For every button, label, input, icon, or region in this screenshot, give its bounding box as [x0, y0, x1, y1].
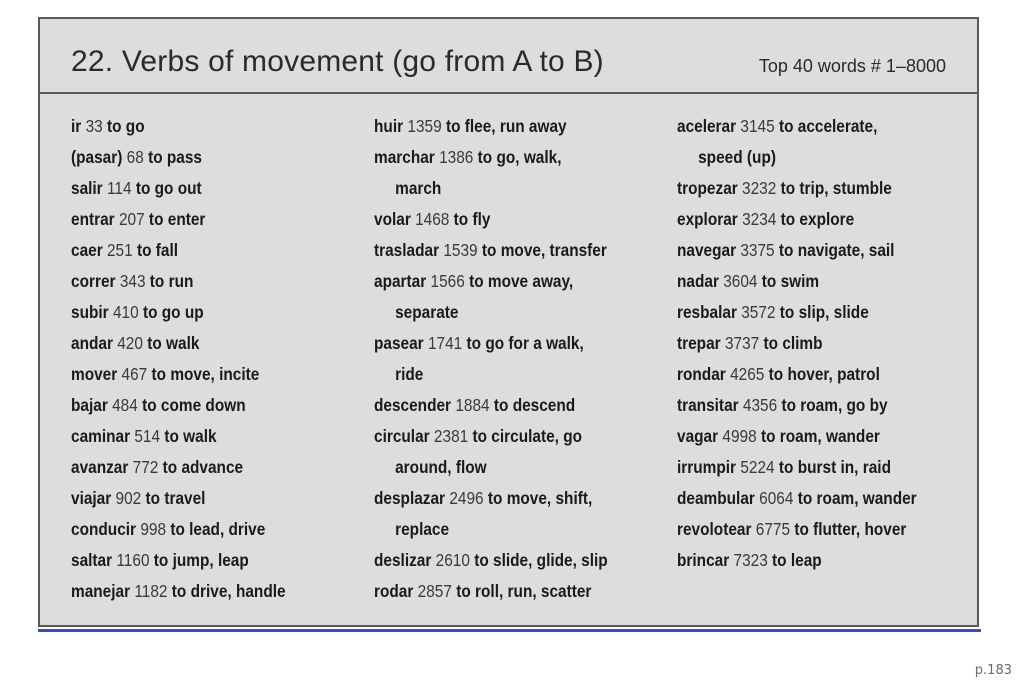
frequency-rank: 4356: [742, 395, 778, 415]
frequency-rank: 68: [126, 147, 144, 167]
english-gloss-continuation: separate: [395, 302, 459, 322]
vocab-entry: [374, 545, 638, 576]
spanish-word: rondar: [677, 364, 726, 384]
vocab-entry: [71, 390, 335, 421]
vocab-entry: [677, 390, 941, 421]
frequency-rank: 1539: [443, 240, 478, 260]
word-column-1: [71, 111, 371, 607]
english-gloss: to come down: [142, 395, 246, 415]
frequency-rank: 1386: [439, 147, 474, 167]
english-gloss: to lead, drive: [170, 519, 266, 539]
english-gloss: to move away,: [469, 271, 574, 291]
english-gloss: to walk: [147, 333, 200, 353]
vocab-entry: [71, 142, 335, 173]
page-subtitle: Top 40 words # 1–8000: [758, 56, 946, 76]
spanish-word: rodar: [374, 581, 414, 601]
vocab-entry: [677, 359, 941, 390]
english-gloss: to roam, go by: [781, 395, 888, 415]
english-gloss: to roam, wander: [797, 488, 917, 508]
vocab-entry: [71, 328, 335, 359]
spanish-word: circular: [374, 426, 430, 446]
english-gloss: to flutter, hover: [794, 519, 907, 539]
frequency-rank: 2857: [417, 581, 452, 601]
vocab-entry: [374, 328, 638, 359]
english-gloss-continuation: speed (up): [698, 147, 776, 167]
english-gloss: to burst in, raid: [778, 457, 891, 477]
english-gloss-continuation: march: [395, 178, 442, 198]
entry-continuation: [374, 297, 638, 328]
spanish-word: manejar: [71, 581, 131, 601]
english-gloss: to slip, slide: [779, 302, 869, 322]
spanish-word: subir: [71, 302, 109, 322]
vocab-entry: [677, 266, 941, 297]
frequency-rank: 2610: [435, 550, 470, 570]
entry-continuation: [374, 173, 638, 204]
english-gloss: to go for a walk,: [466, 333, 584, 353]
spanish-word: caminar: [71, 426, 131, 446]
spanish-word: transitar: [677, 395, 739, 415]
spanish-word: andar: [71, 333, 113, 353]
word-column-3: [677, 111, 977, 576]
spanish-word: revolotear: [677, 519, 752, 539]
english-gloss: to hover, patrol: [768, 364, 880, 384]
frequency-rank: 1884: [455, 395, 490, 415]
vocab-entry: [71, 514, 335, 545]
spanish-word: deambular: [677, 488, 755, 508]
english-gloss: to fly: [453, 209, 491, 229]
frequency-rank: 3604: [723, 271, 758, 291]
frequency-rank: 3145: [740, 116, 775, 136]
spanish-word: huir: [374, 116, 404, 136]
spanish-word: conducir: [71, 519, 137, 539]
english-gloss: to swim: [761, 271, 820, 291]
spanish-word: salir: [71, 178, 103, 198]
spanish-word: saltar: [71, 550, 113, 570]
frequency-rank: 7323: [733, 550, 768, 570]
vocab-entry: [374, 235, 638, 266]
vocab-entry: [677, 328, 941, 359]
vocab-entry: [677, 514, 941, 545]
english-gloss-continuation: ride: [395, 364, 424, 384]
english-gloss: to circulate, go: [472, 426, 583, 446]
frequency-rank: 343: [119, 271, 146, 291]
entry-continuation: [374, 452, 638, 483]
english-gloss: to roam, wander: [760, 426, 880, 446]
english-gloss: to move, transfer: [481, 240, 607, 260]
spanish-word: deslizar: [374, 550, 432, 570]
frequency-rank: 4998: [722, 426, 757, 446]
spanish-word: vagar: [677, 426, 719, 446]
vocabulary-panel: [38, 17, 979, 627]
spanish-word: resbalar: [677, 302, 737, 322]
frequency-rank: 6775: [755, 519, 791, 539]
frequency-rank: 902: [115, 488, 142, 508]
english-gloss: to go up: [142, 302, 204, 322]
page-title: 22. Verbs of movement (go from A to B): [71, 45, 604, 78]
english-gloss: to pass: [148, 147, 202, 167]
panel-header: [40, 19, 977, 94]
spanish-word: volar: [374, 209, 411, 229]
spanish-word: desplazar: [374, 488, 446, 508]
frequency-rank: 998: [140, 519, 167, 539]
spanish-word: avanzar: [71, 457, 129, 477]
frequency-rank: 420: [117, 333, 143, 353]
spanish-word: acelerar: [677, 116, 737, 136]
frequency-rank: 6064: [759, 488, 794, 508]
frequency-rank: 1741: [427, 333, 463, 353]
frequency-rank: 3375: [740, 240, 775, 260]
frequency-rank: 1566: [430, 271, 465, 291]
frequency-rank: 1359: [407, 116, 442, 136]
spanish-word: explorar: [677, 209, 738, 229]
spanish-word: viajar: [71, 488, 112, 508]
english-gloss-continuation: replace: [395, 519, 450, 539]
frequency-rank: 114: [106, 178, 132, 198]
vocab-entry: [71, 452, 335, 483]
english-gloss: to go, walk,: [477, 147, 562, 167]
vocab-entry: [677, 111, 941, 142]
english-gloss: to roll, run, scatter: [456, 581, 592, 601]
vocab-entry: [677, 173, 941, 204]
spanish-word: (pasar): [71, 147, 123, 167]
spanish-word: trasladar: [374, 240, 440, 260]
english-gloss: to navigate, sail: [778, 240, 895, 260]
spanish-word: brincar: [677, 550, 730, 570]
frequency-rank: 3234: [742, 209, 777, 229]
vocab-entry: [71, 421, 335, 452]
vocab-entry: [677, 452, 941, 483]
vocab-entry: [374, 266, 638, 297]
english-gloss: to leap: [772, 550, 822, 570]
vocab-entry: [677, 235, 941, 266]
vocab-entry: [71, 297, 335, 328]
frequency-rank: 5224: [740, 457, 775, 477]
vocab-entry: [374, 111, 638, 142]
english-gloss: to explore: [780, 209, 855, 229]
spanish-word: marchar: [374, 147, 435, 167]
frequency-rank: 33: [85, 116, 103, 136]
vocab-entry: [71, 266, 335, 297]
english-gloss: to go: [106, 116, 145, 136]
spanish-word: navegar: [677, 240, 737, 260]
entry-continuation: [677, 142, 941, 173]
spanish-word: descender: [374, 395, 452, 415]
spanish-word: correr: [71, 271, 116, 291]
english-gloss-continuation: around, flow: [395, 457, 487, 477]
english-gloss: to drive, handle: [171, 581, 286, 601]
frequency-rank: 3572: [741, 302, 776, 322]
spanish-word: caer: [71, 240, 103, 260]
english-gloss: to descend: [493, 395, 576, 415]
spanish-word: bajar: [71, 395, 108, 415]
vocab-entry: [71, 173, 335, 204]
frequency-rank: 3737: [724, 333, 760, 353]
vocab-entry: [677, 204, 941, 235]
vocab-entry: [677, 545, 941, 576]
bottom-rule: [38, 629, 981, 632]
word-column-2: [374, 111, 674, 607]
vocab-entry: [71, 545, 335, 576]
spanish-word: irrumpir: [677, 457, 737, 477]
vocab-entry: [677, 483, 941, 514]
vocab-entry: [374, 204, 638, 235]
english-gloss: to advance: [162, 457, 244, 477]
frequency-rank: 3232: [742, 178, 777, 198]
entry-continuation: [374, 514, 638, 545]
english-gloss: to jump, leap: [153, 550, 249, 570]
frequency-rank: 410: [112, 302, 139, 322]
vocab-entry: [374, 483, 638, 514]
spanish-word: mover: [71, 364, 118, 384]
vocab-entry: [677, 421, 941, 452]
frequency-rank: 514: [134, 426, 161, 446]
vocab-entry: [71, 111, 335, 142]
spanish-word: ir: [71, 116, 82, 136]
english-gloss: to trip, stumble: [780, 178, 892, 198]
spanish-word: trepar: [677, 333, 721, 353]
frequency-rank: 467: [121, 364, 148, 384]
frequency-rank: 251: [106, 240, 133, 260]
english-gloss: to walk: [164, 426, 217, 446]
vocab-entry: [71, 483, 335, 514]
vocab-entry: [71, 235, 335, 266]
frequency-rank: 772: [132, 457, 159, 477]
entry-continuation: [374, 359, 638, 390]
english-gloss: to move, shift,: [487, 488, 593, 508]
vocab-entry: [374, 576, 638, 607]
vocab-entry: [374, 390, 638, 421]
english-gloss: to move, incite: [151, 364, 260, 384]
frequency-rank: 2381: [433, 426, 469, 446]
english-gloss: to accelerate,: [778, 116, 878, 136]
english-gloss: to enter: [148, 209, 206, 229]
spanish-word: entrar: [71, 209, 115, 229]
english-gloss: to slide, glide, slip: [474, 550, 608, 570]
page-number: p.183: [974, 663, 1012, 678]
english-gloss: to fall: [136, 240, 179, 260]
frequency-rank: 207: [118, 209, 145, 229]
english-gloss: to go out: [135, 178, 202, 198]
frequency-rank: 1468: [415, 209, 450, 229]
spanish-word: pasear: [374, 333, 424, 353]
spanish-word: tropezar: [677, 178, 738, 198]
vocab-entry: [374, 421, 638, 452]
frequency-rank: 1160: [116, 550, 150, 570]
english-gloss: to flee, run away: [445, 116, 567, 136]
frequency-rank: 1182: [134, 581, 168, 601]
spanish-word: apartar: [374, 271, 427, 291]
vocab-entry: [374, 142, 638, 173]
english-gloss: to climb: [763, 333, 823, 353]
spanish-word: nadar: [677, 271, 719, 291]
frequency-rank: 484: [112, 395, 138, 415]
english-gloss: to travel: [145, 488, 206, 508]
frequency-rank: 2496: [449, 488, 484, 508]
vocab-entry: [71, 576, 335, 607]
vocab-entry: [71, 204, 335, 235]
english-gloss: to run: [149, 271, 194, 291]
vocab-entry: [71, 359, 335, 390]
frequency-rank: 4265: [730, 364, 765, 384]
vocab-entry: [677, 297, 941, 328]
